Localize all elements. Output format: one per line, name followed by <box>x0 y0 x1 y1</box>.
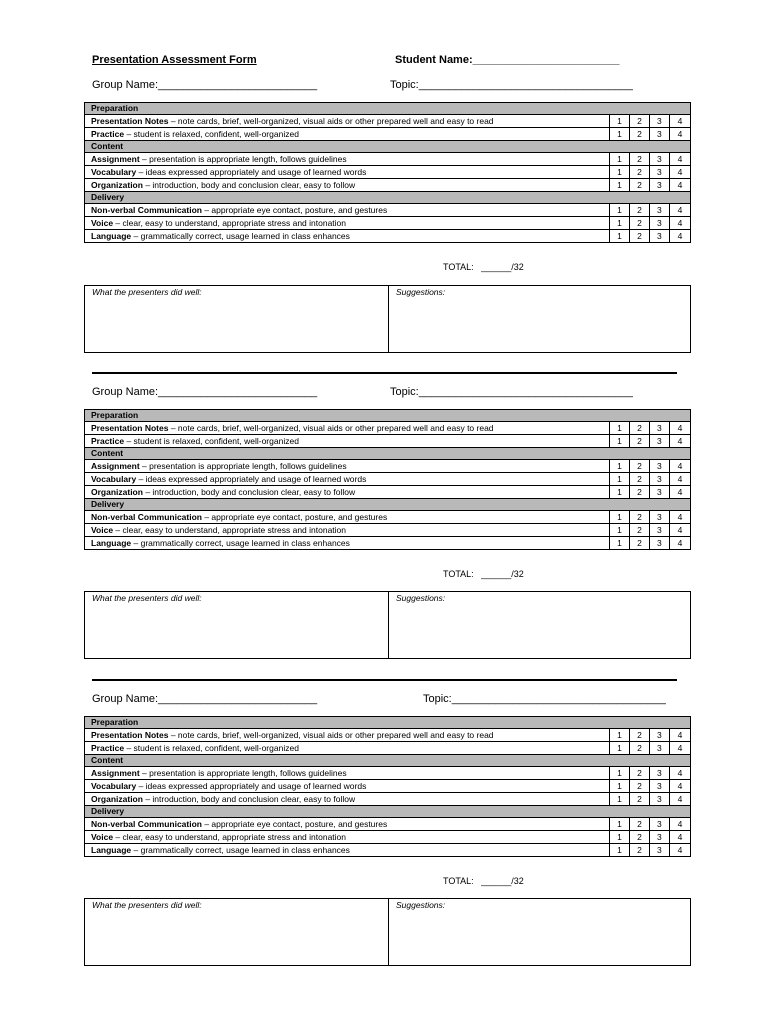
section-header-row <box>85 806 691 818</box>
score-option-4[interactable]: 4 <box>669 793 690 806</box>
section-title: Preparation <box>85 410 691 422</box>
score-option-1[interactable]: 1 <box>609 767 629 780</box>
rubric-table <box>84 409 691 550</box>
score-option-4[interactable]: 4 <box>669 460 690 473</box>
suggestions-label: Suggestions: <box>396 593 446 603</box>
topic-field[interactable]: Topic:___________________________________ <box>390 386 633 398</box>
criterion-description: – introduction, body and conclusion clear, easy to follow <box>142 793 356 804</box>
score-option-1[interactable]: 1 <box>609 537 629 550</box>
suggestions-field[interactable] <box>389 286 690 352</box>
score-option-4[interactable]: 4 <box>669 435 690 448</box>
section-title: Preparation <box>85 103 691 115</box>
score-option-4[interactable]: 4 <box>669 844 690 857</box>
criterion-term: Vocabulary <box>91 473 137 484</box>
criterion-cell <box>85 230 610 243</box>
score-option-1[interactable]: 1 <box>609 793 629 806</box>
score-option-1[interactable]: 1 <box>609 217 629 230</box>
criterion-cell <box>85 217 610 230</box>
score-option-4[interactable]: 4 <box>669 831 690 844</box>
criterion-description: – student is relaxed, confident, well-organized <box>124 128 299 139</box>
criterion-cell <box>85 435 610 448</box>
criterion-cell <box>85 537 610 550</box>
criterion-cell <box>85 422 610 435</box>
criterion-description: – appropriate eye contact, posture, and gestures <box>201 511 388 522</box>
score-option-1[interactable]: 1 <box>609 179 629 192</box>
criterion-cell <box>85 818 610 831</box>
score-option-1[interactable]: 1 <box>609 460 629 473</box>
score-option-2[interactable]: 2 <box>629 435 649 448</box>
criterion-row <box>85 524 691 537</box>
criterion-row <box>85 460 691 473</box>
score-option-3[interactable]: 3 <box>649 537 669 550</box>
criterion-cell <box>85 128 610 141</box>
criterion-row <box>85 153 691 166</box>
section-title: Delivery <box>85 192 691 204</box>
score-option-3[interactable]: 3 <box>649 435 669 448</box>
criterion-term: Language <box>91 230 132 241</box>
score-option-2[interactable]: 2 <box>629 230 649 243</box>
total-score-field[interactable]: TOTAL: ______/32 <box>443 569 524 579</box>
score-option-3[interactable]: 3 <box>649 422 669 435</box>
criterion-row <box>85 486 691 499</box>
score-option-1[interactable]: 1 <box>609 831 629 844</box>
criterion-description: – clear, easy to understand, appropriate stress and intonation <box>113 217 346 228</box>
section-title: Delivery <box>85 499 691 511</box>
score-option-1[interactable]: 1 <box>609 780 629 793</box>
criterion-description: – introduction, body and conclusion clear, easy to follow <box>142 179 356 190</box>
score-option-1[interactable]: 1 <box>609 729 629 742</box>
comments-box <box>84 285 691 353</box>
section-title: Preparation <box>85 717 691 729</box>
score-option-4[interactable]: 4 <box>669 486 690 499</box>
score-option-4[interactable]: 4 <box>669 153 690 166</box>
total-score-field[interactable]: TOTAL: ______/32 <box>443 876 524 886</box>
score-option-3[interactable]: 3 <box>649 729 669 742</box>
criterion-term: Assignment <box>91 460 140 471</box>
criterion-description: – introduction, body and conclusion clear, easy to follow <box>142 486 356 497</box>
topic-field[interactable]: Topic:___________________________________ <box>423 693 666 705</box>
criterion-row <box>85 166 691 179</box>
criterion-term: Vocabulary <box>91 166 137 177</box>
group-name-field[interactable]: Group Name:__________________________ <box>92 79 318 91</box>
score-option-1[interactable]: 1 <box>609 230 629 243</box>
criterion-description: – presentation is appropriate length, follows guidelines <box>139 460 347 471</box>
criterion-row <box>85 422 691 435</box>
score-option-4[interactable]: 4 <box>669 511 690 524</box>
score-option-4[interactable]: 4 <box>669 780 690 793</box>
criterion-term: Non-verbal Communication <box>91 818 202 829</box>
score-option-2[interactable]: 2 <box>629 729 649 742</box>
criterion-row <box>85 831 691 844</box>
criterion-cell <box>85 742 610 755</box>
total-score-field[interactable]: TOTAL: ______/32 <box>443 262 524 272</box>
criterion-description: – note cards, brief, well-organized, visual aids or other prepared well and easy to read <box>168 422 494 433</box>
score-option-3[interactable]: 3 <box>649 793 669 806</box>
score-option-3[interactable]: 3 <box>649 179 669 192</box>
criterion-term: Non-verbal Communication <box>91 204 202 215</box>
score-option-1[interactable]: 1 <box>609 115 629 128</box>
criterion-term: Organization <box>91 486 143 497</box>
criterion-description: – grammatically correct, usage learned in class enhances <box>131 537 350 548</box>
score-option-2[interactable]: 2 <box>629 780 649 793</box>
score-option-4[interactable]: 4 <box>669 524 690 537</box>
section-divider <box>92 372 677 374</box>
criterion-cell <box>85 767 610 780</box>
criterion-row <box>85 537 691 550</box>
score-option-1[interactable]: 1 <box>609 204 629 217</box>
score-option-1[interactable]: 1 <box>609 422 629 435</box>
criterion-row <box>85 793 691 806</box>
score-option-3[interactable]: 3 <box>649 204 669 217</box>
criterion-description: – student is relaxed, confident, well-organized <box>124 742 299 753</box>
criterion-cell <box>85 524 610 537</box>
score-option-4[interactable]: 4 <box>669 166 690 179</box>
score-option-4[interactable]: 4 <box>669 115 690 128</box>
score-option-3[interactable]: 3 <box>649 844 669 857</box>
criterion-description: – grammatically correct, usage learned in class enhances <box>131 844 350 855</box>
criterion-description: – presentation is appropriate length, follows guidelines <box>139 767 347 778</box>
score-option-4[interactable]: 4 <box>669 230 690 243</box>
score-option-1[interactable]: 1 <box>609 742 629 755</box>
suggestions-label: Suggestions: <box>396 900 446 910</box>
score-option-2[interactable]: 2 <box>629 793 649 806</box>
criterion-row <box>85 742 691 755</box>
score-option-2[interactable]: 2 <box>629 511 649 524</box>
did-well-field[interactable] <box>85 286 389 352</box>
did-well-field[interactable] <box>85 592 389 658</box>
criterion-row <box>85 473 691 486</box>
score-option-4[interactable]: 4 <box>669 742 690 755</box>
score-option-2[interactable]: 2 <box>629 166 649 179</box>
criterion-cell <box>85 511 610 524</box>
score-option-2[interactable]: 2 <box>629 217 649 230</box>
criterion-term: Voice <box>91 524 114 535</box>
criterion-row <box>85 204 691 217</box>
criterion-cell <box>85 780 610 793</box>
criterion-term: Presentation Notes <box>91 115 169 126</box>
section-header-row <box>85 717 691 729</box>
criterion-term: Assignment <box>91 153 140 164</box>
comments-box <box>84 591 691 659</box>
criterion-row <box>85 844 691 857</box>
criterion-row <box>85 511 691 524</box>
criterion-cell <box>85 153 610 166</box>
criterion-term: Language <box>91 537 132 548</box>
section-header-row <box>85 103 691 115</box>
score-option-1[interactable]: 1 <box>609 435 629 448</box>
score-option-1[interactable]: 1 <box>609 166 629 179</box>
score-option-2[interactable]: 2 <box>629 486 649 499</box>
topic-field[interactable]: Topic:___________________________________ <box>390 79 633 91</box>
did-well-label: What the presenters did well: <box>92 593 202 603</box>
score-option-4[interactable]: 4 <box>669 473 690 486</box>
criterion-description: – clear, easy to understand, appropriate stress and intonation <box>113 524 346 535</box>
score-option-4[interactable]: 4 <box>669 818 690 831</box>
score-option-3[interactable]: 3 <box>649 460 669 473</box>
criterion-cell <box>85 831 610 844</box>
score-option-2[interactable]: 2 <box>629 524 649 537</box>
score-option-1[interactable]: 1 <box>609 153 629 166</box>
criterion-description: – clear, easy to understand, appropriate stress and intonation <box>113 831 346 842</box>
criterion-term: Organization <box>91 793 143 804</box>
score-option-1[interactable]: 1 <box>609 511 629 524</box>
criterion-description: – appropriate eye contact, posture, and gestures <box>201 818 388 829</box>
score-option-3[interactable]: 3 <box>649 230 669 243</box>
score-option-2[interactable]: 2 <box>629 115 649 128</box>
score-option-3[interactable]: 3 <box>649 767 669 780</box>
criterion-description: – ideas expressed appropriately and usage of learned words <box>136 780 367 791</box>
criterion-cell <box>85 473 610 486</box>
score-option-3[interactable]: 3 <box>649 524 669 537</box>
criterion-term: Practice <box>91 742 125 753</box>
criterion-row <box>85 217 691 230</box>
suggestions-label: Suggestions: <box>396 287 446 297</box>
score-option-4[interactable]: 4 <box>669 204 690 217</box>
score-option-3[interactable]: 3 <box>649 511 669 524</box>
score-option-2[interactable]: 2 <box>629 742 649 755</box>
criterion-cell <box>85 729 610 742</box>
criterion-description: – note cards, brief, well-organized, visual aids or other prepared well and easy to read <box>168 115 494 126</box>
criterion-cell <box>85 844 610 857</box>
criterion-term: Language <box>91 844 132 855</box>
criterion-row <box>85 179 691 192</box>
score-option-2[interactable]: 2 <box>629 153 649 166</box>
criterion-row <box>85 128 691 141</box>
score-option-2[interactable]: 2 <box>629 179 649 192</box>
did-well-label: What the presenters did well: <box>92 287 202 297</box>
score-option-1[interactable]: 1 <box>609 473 629 486</box>
criterion-description: – grammatically correct, usage learned in class enhances <box>131 230 350 241</box>
suggestions-field[interactable] <box>389 592 690 658</box>
score-option-4[interactable]: 4 <box>669 128 690 141</box>
score-option-4[interactable]: 4 <box>669 217 690 230</box>
score-option-2[interactable]: 2 <box>629 831 649 844</box>
score-option-2[interactable]: 2 <box>629 204 649 217</box>
score-option-3[interactable]: 3 <box>649 818 669 831</box>
score-option-4[interactable]: 4 <box>669 729 690 742</box>
score-option-1[interactable]: 1 <box>609 524 629 537</box>
criterion-term: Presentation Notes <box>91 729 169 740</box>
criterion-term: Practice <box>91 435 125 446</box>
criterion-row <box>85 767 691 780</box>
score-option-3[interactable]: 3 <box>649 166 669 179</box>
student-name-field[interactable]: Student Name:________________________ <box>395 54 620 66</box>
group-name-field[interactable]: Group Name:__________________________ <box>92 693 318 705</box>
criterion-row <box>85 435 691 448</box>
score-option-1[interactable]: 1 <box>609 818 629 831</box>
criterion-cell <box>85 204 610 217</box>
section-header-row <box>85 192 691 204</box>
score-option-2[interactable]: 2 <box>629 422 649 435</box>
criterion-cell <box>85 166 610 179</box>
score-option-1[interactable]: 1 <box>609 486 629 499</box>
criterion-row <box>85 115 691 128</box>
criterion-term: Non-verbal Communication <box>91 511 202 522</box>
score-option-3[interactable]: 3 <box>649 473 669 486</box>
section-title: Content <box>85 448 691 460</box>
section-title: Content <box>85 141 691 153</box>
section-divider <box>92 679 677 681</box>
score-option-2[interactable]: 2 <box>629 460 649 473</box>
criterion-cell <box>85 179 610 192</box>
section-header-row <box>85 410 691 422</box>
criterion-description: – appropriate eye contact, posture, and gestures <box>201 204 388 215</box>
group-name-field[interactable]: Group Name:__________________________ <box>92 386 318 398</box>
score-option-3[interactable]: 3 <box>649 115 669 128</box>
criterion-term: Presentation Notes <box>91 422 169 433</box>
criterion-row <box>85 230 691 243</box>
section-header-row <box>85 499 691 511</box>
criterion-cell <box>85 460 610 473</box>
score-option-3[interactable]: 3 <box>649 831 669 844</box>
score-option-4[interactable]: 4 <box>669 767 690 780</box>
section-header-row <box>85 141 691 153</box>
criterion-cell <box>85 486 610 499</box>
score-option-1[interactable]: 1 <box>609 844 629 857</box>
criterion-row <box>85 818 691 831</box>
did-well-label: What the presenters did well: <box>92 900 202 910</box>
score-option-4[interactable]: 4 <box>669 179 690 192</box>
criterion-description: – ideas expressed appropriately and usage of learned words <box>136 473 367 484</box>
score-option-3[interactable]: 3 <box>649 486 669 499</box>
comments-box <box>84 898 691 966</box>
section-header-row <box>85 755 691 767</box>
score-option-3[interactable]: 3 <box>649 153 669 166</box>
criterion-term: Voice <box>91 831 114 842</box>
score-option-2[interactable]: 2 <box>629 767 649 780</box>
criterion-term: Voice <box>91 217 114 228</box>
score-option-2[interactable]: 2 <box>629 818 649 831</box>
criterion-term: Organization <box>91 179 143 190</box>
section-title: Content <box>85 755 691 767</box>
criterion-term: Vocabulary <box>91 780 137 791</box>
score-option-3[interactable]: 3 <box>649 128 669 141</box>
score-option-2[interactable]: 2 <box>629 537 649 550</box>
criterion-description: – ideas expressed appropriately and usage of learned words <box>136 166 367 177</box>
rubric-table <box>84 102 691 243</box>
section-title: Delivery <box>85 806 691 818</box>
score-option-3[interactable]: 3 <box>649 742 669 755</box>
criterion-description: – presentation is appropriate length, follows guidelines <box>139 153 347 164</box>
criterion-row <box>85 780 691 793</box>
section-header-row <box>85 448 691 460</box>
suggestions-field[interactable] <box>389 899 690 965</box>
criterion-description: – student is relaxed, confident, well-organized <box>124 435 299 446</box>
score-option-2[interactable]: 2 <box>629 844 649 857</box>
rubric-table <box>84 716 691 857</box>
score-option-4[interactable]: 4 <box>669 537 690 550</box>
score-option-1[interactable]: 1 <box>609 128 629 141</box>
score-option-2[interactable]: 2 <box>629 473 649 486</box>
criterion-term: Practice <box>91 128 125 139</box>
did-well-field[interactable] <box>85 899 389 965</box>
criterion-description: – note cards, brief, well-organized, visual aids or other prepared well and easy to read <box>168 729 494 740</box>
criterion-term: Assignment <box>91 767 140 778</box>
score-option-2[interactable]: 2 <box>629 128 649 141</box>
score-option-3[interactable]: 3 <box>649 217 669 230</box>
criterion-row <box>85 729 691 742</box>
criterion-cell <box>85 115 610 128</box>
form-title: Presentation Assessment Form <box>92 54 257 66</box>
score-option-3[interactable]: 3 <box>649 780 669 793</box>
score-option-4[interactable]: 4 <box>669 422 690 435</box>
criterion-cell <box>85 793 610 806</box>
